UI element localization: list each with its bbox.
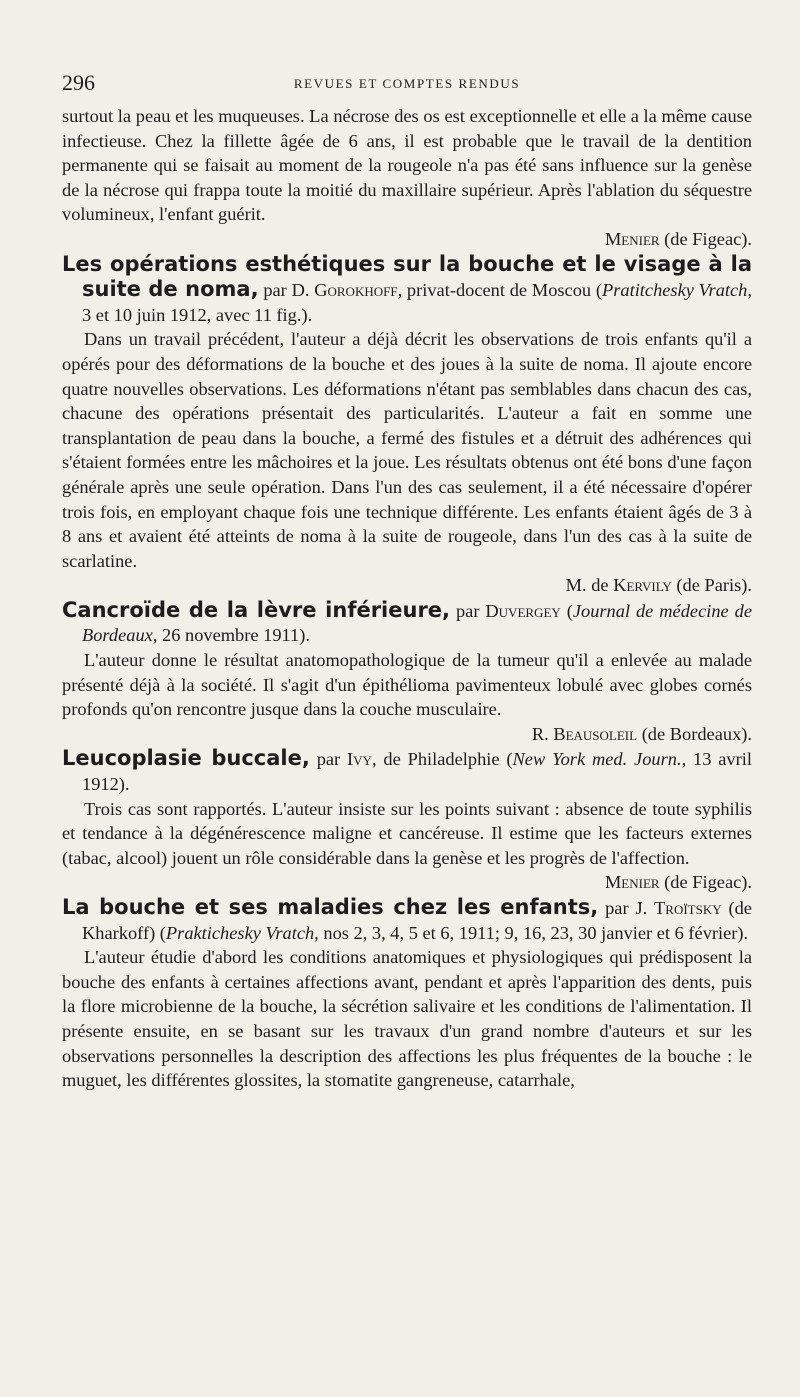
page-number: 296	[62, 70, 95, 95]
author-name: Gorokhoff	[314, 280, 398, 301]
signature-name: Menier	[604, 872, 660, 893]
article-heading	[62, 895, 752, 945]
article-title: Cancroïde de la lèvre inférieure,	[62, 597, 451, 622]
source-pre: (	[560, 600, 573, 621]
signature-place: (de Bordeaux).	[641, 723, 752, 744]
author-name: Duvergey	[485, 600, 561, 621]
signature	[62, 722, 752, 747]
source-pre: , de Philadelphie (	[371, 749, 513, 770]
page-body	[62, 104, 752, 1093]
signature-name: Kervily	[613, 575, 672, 596]
source-pre: (de Kharkoff) (	[82, 898, 752, 943]
article-title: Leucoplasie buccale,	[62, 746, 310, 771]
source-journal: Pratitchesky Vratch,	[602, 280, 752, 301]
source-post: 3 et 10 juin 1912, avec 11 fig.).	[82, 304, 313, 325]
author-prefix: par	[316, 749, 341, 770]
signature-name: Menier	[604, 228, 660, 249]
source-post: 26 novembre 1911).	[157, 625, 310, 646]
signature	[62, 870, 752, 895]
article-heading	[62, 746, 752, 796]
signature	[62, 227, 752, 252]
page-header	[62, 64, 752, 104]
source-post: nos 2, 3, 4, 5 et 6, 1911; 9, 16, 23, 30 janvier et 6 février).	[318, 922, 749, 943]
running-head: REVUES ET COMPTES RENDUS	[293, 76, 521, 91]
author-name: Troïtsky	[654, 898, 722, 918]
signature-place: (de Figeac).	[664, 228, 752, 249]
signature-prefix: R.	[531, 723, 549, 744]
author-name: Ivy	[347, 749, 372, 770]
signature-prefix: M. de	[565, 575, 609, 596]
article-body: L'auteur étudie d'abord les conditions anatomiques et physiologiques qui prédisposent la bouche des enfants à certaines affections avant, pendant et après l'apparition des dents, puis la flore microbienne de la bouche, la sécrétion salivaire et les conditions de l'alimentation. Il présente ensuite, en se basant sur les travaux d'un grand nombre d'auteurs et sur les observations personnelles la description des affections les plus fréquentes de la bouche : le muguet, les différentes glossites, la stomatite gangreneuse, catarrhale,	[62, 947, 752, 1091]
continuation-paragraph: surtout la peau et les muqueuses. La nécrose des os est exceptionnelle et elle a la même cause infectieuse. Chez la fillette âgée de 6 ans, il est probable que le travail de la dentition permanente qui se faisait au moment de la rougeole n'a pas été sans influence sur la genèse de la nécrose qui frappa toute la moitié du maxillaire supérieur. Après l'ablation du séquestre volumineux, l'enfant guérit.	[62, 106, 752, 225]
signature-place: (de Paris).	[676, 575, 752, 596]
signature-name: Beausoleil	[553, 723, 638, 744]
source-post: 13 avril 1912).	[82, 749, 752, 795]
author-prefix: par J.	[605, 898, 648, 918]
article-body: L'auteur donne le résultat anatomopathologique de la tumeur qu'il a enlevée au malade présenté déjà à la société. Il s'agit d'un épithélioma pavimenteux lobulé avec globes cornés profonds qu'on rencontre jusque dans la couche musculaire.	[62, 650, 752, 720]
article-title: Les opérations esthétiques sur la bouche et le visage à la suite de noma,	[62, 251, 752, 302]
article-heading	[62, 252, 752, 328]
signature-place: (de Figeac).	[664, 872, 752, 893]
article-body: Dans un travail précédent, l'auteur a déjà décrit les observations de trois enfants qu'il a opérés pour des déformations de la bouche et des joues à la suite de noma. Il ajoute encore quatre nouvelles observations. Les déformations n'étant pas semblables dans chacun des cas, chacune des opérations présentait des particularités. L'auteur a fait en somme une transplantation de peau dans la bouche, a fermé des fistules et a détruit des adhérences qui s'étaient formées entre les mâchoires et la joue. Les résultats obtenus ont été bons d'une façon générale après une seule opération. Dans l'un des cas seulement, il a été nécessaire d'opérer trois fois, en employant chaque fois une technique différente. Les enfants étaient âgés de 3 à 8 ans et avaient été atteints de noma à la suite de rougeole, dans l'un des cas à la suite de scarlatine.	[62, 329, 752, 571]
source-journal: Journal de médecine de Bordeaux,	[82, 600, 752, 646]
source-journal: New York med. Journ.,	[512, 749, 687, 770]
article-body: Trois cas sont rapportés. L'auteur insiste sur les points suivant : absence de toute syphilis et tendance à la dégénérescence maligne et cancéreuse. Il estime que les facteurs externes (tabac, alcool) jouent un rôle considérable dans la genèse et les progrès de l'affection.	[62, 798, 752, 868]
author-prefix: par D.	[263, 280, 310, 301]
source-pre: , privat-docent de Moscou (	[397, 280, 602, 301]
signature	[62, 573, 752, 598]
author-prefix: par	[455, 600, 480, 621]
source-journal: Praktichesky Vratch,	[165, 922, 319, 943]
article-title: La bouche et ses maladies chez les enfants,	[62, 895, 599, 919]
article-heading	[62, 598, 752, 648]
